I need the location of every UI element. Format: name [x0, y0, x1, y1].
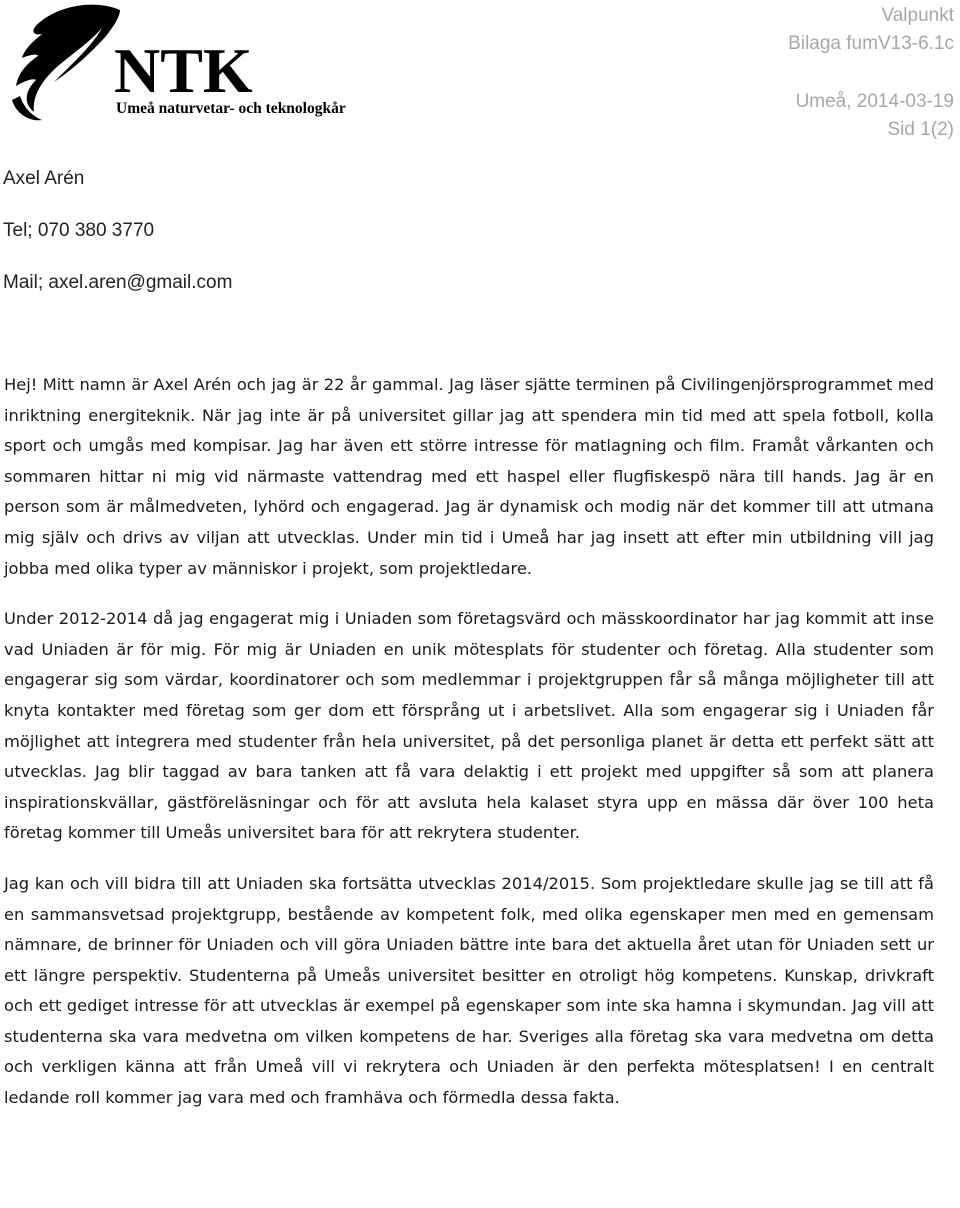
logo-subtitle: Umeå naturvetar- och teknologkår: [116, 100, 346, 117]
ntk-logo: [2, 0, 347, 125]
document-meta: [654, 0, 954, 144]
logo-letters: NTK: [114, 35, 253, 106]
contact-name: Axel Arén: [3, 168, 85, 189]
contact-block: [3, 162, 232, 318]
meta-place-date: Umeå, 2014-03-19: [795, 91, 954, 112]
ntk-logo-graphic: [2, 0, 347, 125]
paragraph: Jag kan och vill bidra till att Uniaden ska fortsätta utvecklas 2014/2015. Som projektledare skulle jag se till att få en sammansvetsad projektgrupp, bestående av kompetent folk, med olika egenskaper men med en gemensam nämnare, de brinner för Uniaden och vill göra Uniaden bättre inte bara det aktuella året utan för Uniaden sett ur ett längre perspektiv. Studenterna på Umeås universitet besitter en otroligt hög kompetens. Kunskap, drivkraft och ett gediget intresse för att utvecklas är exempel på egenskaper som inte ska hamna i skymundan. Jag vill att studenterna ska vara medvetna om vilken kompetens de har. Sveriges alla företag ska vara medvetna om detta och verkligen känna att från Umeå vill vi rekrytera och Uniaden är den perfekta mötesplatsen! I en centralt ledande roll kommer jag vara med och framhäva och förmedla dessa fakta.: [4, 873, 934, 1108]
paragraph: Under 2012-2014 då jag engagerat mig i Uniaden som företagsvärd och mässkoordinator har jag kommit att inse vad Uniaden är för mig. För mig är Uniaden en unik mötesplats för studenter och företag. Alla studenter som engagerar sig som värdar, koordinatorer och som medlemmar i projektgruppen får så många möjligheter till att knyta kontakter med företag som ger dom ett försprång ut i arbetslivet. Alla som engagerar sig i Uniaden får möjlighet att integrera med studenter från hela universitet, på det personliga planet är detta ett perfekt sätt att utvecklas. Jag blir taggad av bara tanken att få vara delaktig i ett projekt med uppgifter så som att planera inspirationskvällar, gästföreläsningar och för att avsluta hela kalaset styra upp en mässa där över 100 heta företag kommer till Umeås universitet bara för att rekrytera studenter.: [4, 609, 934, 843]
letter-body: [4, 370, 934, 1134]
meta-page-number: Sid 1(2): [887, 119, 954, 140]
meta-agenda-point: Valpunkt: [881, 5, 954, 26]
contact-mail: Mail; axel.aren@gmail.com: [3, 272, 233, 293]
paragraph: Hej! Mitt namn är Axel Arén och jag är 22 år gammal. Jag läser sjätte terminen på Civilingenjörsprogrammet med inriktning energiteknik. När jag inte är på universitet gillar jag att spendera min tid med att spela fotboll, kolla sport och umgås med kompisar. Jag har även ett större intresse för matlagning och film. Framåt vårkanten och sommaren hittar ni mig vid närmaste vattendrag med ett haspel eller flugfiskespö nära till hands. Jag är en person som är målmedveten, lyhörd och engagerad. Jag är dynamisk och modig när det kommer till att utmana mig själv och drivs av viljan att utvecklas. Under min tid i Umeå har jag insett att efter min utbildning vill jag jobba med olika typer av människor i projekt, som projektledare.: [4, 375, 934, 578]
contact-phone: Tel; 070 380 3770: [3, 220, 155, 241]
meta-attachment-ref: Bilaga fumV13-6.1c: [788, 33, 954, 54]
leaf-icon: [16, 5, 120, 112]
